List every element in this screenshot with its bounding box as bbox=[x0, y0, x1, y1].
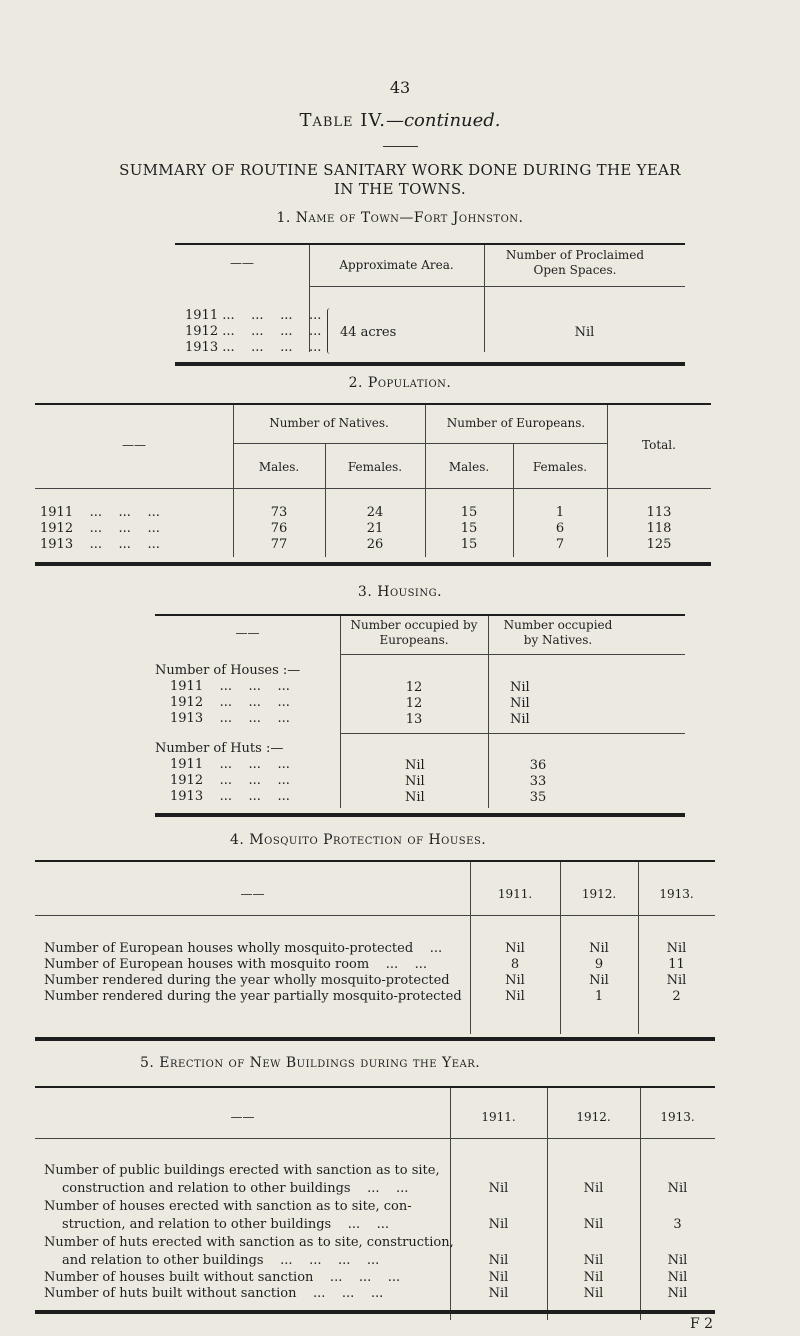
s1-rule-bottom bbox=[175, 362, 685, 366]
s4-val-1913: Nil bbox=[666, 941, 687, 956]
s2-year: 1913 ... ... ... bbox=[40, 537, 160, 552]
s3-house-eu: 13 bbox=[405, 712, 423, 727]
footer-mark: F 2 bbox=[690, 1316, 714, 1332]
s4-row-label: Number rendered during the year wholly mosquito-protected bbox=[44, 973, 450, 988]
main-heading-line2: IN THE TOWNS. bbox=[334, 180, 466, 198]
s5-rule-bottom bbox=[35, 1310, 715, 1314]
s5-val-1911: Nil bbox=[488, 1286, 509, 1301]
s3-header-europeans: Number occupied by Europeans. bbox=[350, 618, 478, 647]
page-number: 43 bbox=[389, 78, 411, 97]
s2-header-natives: Number of Natives. bbox=[269, 416, 389, 430]
s4-val-1913: 2 bbox=[672, 989, 681, 1004]
s4-rule-bottom bbox=[35, 1037, 715, 1041]
s3-header-natives: Number occupied by Natives. bbox=[503, 618, 613, 647]
s2-euro-males: 15 bbox=[460, 521, 478, 536]
s3-huts-label: Number of Huts :— bbox=[155, 741, 284, 756]
s1-header-open-spaces: Number of Proclaimed Open Spaces. bbox=[505, 248, 645, 277]
table-continued: —continued. bbox=[385, 110, 501, 131]
s3-house-eu: 12 bbox=[405, 696, 423, 711]
s5-val-1911: Nil bbox=[488, 1270, 509, 1285]
s2-rule-top bbox=[35, 403, 711, 405]
s3-rule-top bbox=[155, 614, 685, 616]
s4-header-1913: 1913. bbox=[659, 887, 694, 901]
s4-val-1913: Nil bbox=[666, 973, 687, 988]
s4-rule-top bbox=[35, 860, 715, 862]
s1-rule-top bbox=[175, 243, 685, 245]
s1-open-spaces-value: Nil bbox=[574, 325, 595, 340]
s5-val-1913: Nil bbox=[667, 1270, 688, 1285]
s3-hut-eu: Nil bbox=[405, 758, 425, 773]
s2-rule-bottom bbox=[35, 562, 711, 566]
s4-row-label: Number of European houses wholly mosquito-protected ... bbox=[44, 941, 443, 956]
s5-val-1912: Nil bbox=[583, 1181, 604, 1196]
section4-title-text: 4. Mosquito Protection of Houses. bbox=[230, 832, 487, 848]
s3-house-na: Nil bbox=[510, 696, 530, 711]
section3-title bbox=[0, 584, 800, 600]
s3-houses-label: Number of Houses :— bbox=[155, 663, 301, 678]
s4-val-1912: Nil bbox=[589, 973, 609, 988]
s2-native-males: 73 bbox=[270, 505, 288, 520]
section2-title bbox=[0, 375, 800, 391]
s3-hut-na: 36 bbox=[529, 758, 547, 773]
s4-row-label: Number rendered during the year partially mosquito-protected bbox=[44, 989, 462, 1004]
s4-val-1911: Nil bbox=[505, 973, 525, 988]
s2-euro-females: 7 bbox=[555, 537, 565, 552]
s2-total: 113 bbox=[646, 505, 672, 520]
s3-hut-year: 1911 ... ... ... bbox=[170, 757, 290, 772]
s2-native-females: 21 bbox=[366, 521, 384, 536]
section5-title bbox=[140, 1055, 480, 1071]
s2-group-rule bbox=[233, 443, 607, 444]
s5-row-line2: construction and relation to other buildings ... ... bbox=[62, 1181, 409, 1196]
s4-val-1911: Nil bbox=[505, 989, 525, 1004]
s3-hut-eu: Nil bbox=[405, 774, 425, 789]
s4-val-1912: 1 bbox=[594, 989, 604, 1004]
s4-val-1911: 8 bbox=[510, 957, 520, 972]
s2-total: 118 bbox=[646, 521, 672, 536]
s5-header-dash: —— bbox=[230, 1110, 255, 1124]
s3-rule-bottom bbox=[155, 813, 685, 817]
s1-brace bbox=[327, 308, 334, 354]
s5-row-line2: and relation to other buildings ... ... ... ... bbox=[62, 1253, 380, 1268]
s5-header-rule bbox=[35, 1138, 715, 1139]
s5-row-line1: Number of houses built without sanction ... ... ... bbox=[44, 1270, 401, 1285]
s5-val-1913: 3 bbox=[673, 1217, 682, 1232]
s5-row-line1: Number of huts erected with sanction as to site, construction, bbox=[44, 1235, 454, 1250]
s5-rule-top bbox=[35, 1086, 715, 1088]
s4-val-1912: 9 bbox=[594, 957, 604, 972]
s2-native-females: 24 bbox=[366, 505, 384, 520]
s4-val-1912: Nil bbox=[589, 941, 609, 956]
s5-val-1912: Nil bbox=[583, 1253, 604, 1268]
s3-mid-rule bbox=[340, 733, 685, 734]
s3-house-eu: 12 bbox=[405, 680, 423, 695]
s3-hut-na: 33 bbox=[529, 774, 547, 789]
s1-header-rule bbox=[309, 286, 685, 287]
s2-header-total: Total. bbox=[642, 438, 676, 452]
s2-header-native-females: Females. bbox=[347, 460, 403, 474]
s1-header-area: Approximate Area. bbox=[339, 258, 454, 272]
s2-euro-males: 15 bbox=[460, 505, 478, 520]
s3-hut-eu: Nil bbox=[405, 790, 425, 805]
s2-header-europeans: Number of Europeans. bbox=[446, 416, 586, 430]
s1-year-1911: 1911 ... ... ... ... bbox=[185, 308, 322, 323]
s2-euro-females: 6 bbox=[555, 521, 565, 536]
s5-val-1911: Nil bbox=[488, 1217, 509, 1232]
table-title-text: Table IV. bbox=[299, 110, 386, 131]
s2-euro-females: 1 bbox=[555, 505, 565, 520]
main-heading-line1: SUMMARY OF ROUTINE SANITARY WORK DONE DURING THE YEAR bbox=[119, 161, 681, 179]
s5-val-1913: Nil bbox=[667, 1181, 688, 1196]
s4-header-dash: —— bbox=[240, 887, 265, 901]
s3-house-year: 1913 ... ... ... bbox=[170, 711, 290, 726]
s4-row-label: Number of European houses with mosquito room ... ... bbox=[44, 957, 428, 972]
s5-val-1911: Nil bbox=[488, 1181, 509, 1196]
s2-header-euro-males: Males. bbox=[448, 460, 490, 474]
s5-row-line1: Number of houses erected with sanction as to site, con- bbox=[44, 1199, 412, 1214]
s3-house-year: 1911 ... ... ... bbox=[170, 679, 290, 694]
section5-title-text: 5. Erection of New Buildings during the Year. bbox=[140, 1055, 481, 1071]
s5-header-1911: 1911. bbox=[481, 1110, 516, 1124]
section1-title bbox=[0, 210, 800, 226]
s4-header-1912: 1912. bbox=[581, 887, 617, 901]
s3-header-dash: —— bbox=[235, 626, 260, 640]
s2-native-males: 76 bbox=[270, 521, 288, 536]
s5-val-1912: Nil bbox=[583, 1217, 604, 1232]
s4-val-1913: 11 bbox=[668, 957, 685, 972]
s4-header-1911: 1911. bbox=[497, 887, 533, 901]
title-underline bbox=[383, 146, 418, 147]
s5-val-1913: Nil bbox=[667, 1286, 688, 1301]
table-title bbox=[0, 110, 800, 131]
s5-header-1913: 1913. bbox=[660, 1110, 695, 1124]
s1-header-dash: —— bbox=[230, 256, 254, 270]
section2-title-text: 2. Population. bbox=[348, 375, 452, 391]
s1-area-value: 44 acres bbox=[340, 325, 397, 340]
s2-year: 1911 ... ... ... bbox=[40, 505, 160, 520]
s3-header-rule bbox=[340, 654, 685, 655]
section3-title-text: 3. Housing. bbox=[357, 584, 443, 600]
s4-val-1911: Nil bbox=[505, 941, 525, 956]
s2-total: 125 bbox=[646, 537, 672, 552]
s2-euro-males: 15 bbox=[460, 537, 478, 552]
s2-header-native-males: Males. bbox=[258, 460, 300, 474]
s4-header-rule bbox=[35, 915, 715, 916]
s5-row-line1: Number of public buildings erected with sanction as to site, bbox=[44, 1163, 440, 1178]
s3-hut-na: 35 bbox=[529, 790, 547, 805]
s5-val-1911: Nil bbox=[488, 1253, 509, 1268]
s2-header-rule bbox=[35, 488, 711, 489]
s2-year: 1912 ... ... ... bbox=[40, 521, 160, 536]
s5-row-line1: Number of huts built without sanction ... ... ... bbox=[44, 1286, 384, 1301]
section4-title bbox=[230, 832, 486, 848]
s1-year-1912: 1912 ... ... ... ... bbox=[185, 324, 322, 339]
section1-title-text: 1. Name of Town—Fort Johnston. bbox=[276, 210, 524, 226]
s1-year-1913: 1913 ... ... ... ... bbox=[185, 340, 322, 355]
s3-hut-year: 1912 ... ... ... bbox=[170, 773, 290, 788]
s2-native-females: 26 bbox=[366, 537, 384, 552]
s3-house-na: Nil bbox=[510, 680, 530, 695]
s2-native-males: 77 bbox=[270, 537, 288, 552]
s5-row-line2: struction, and relation to other buildings ... ... bbox=[62, 1217, 390, 1232]
s5-val-1912: Nil bbox=[583, 1270, 604, 1285]
s3-house-na: Nil bbox=[510, 712, 530, 727]
s2-header-euro-females: Females. bbox=[532, 460, 588, 474]
s5-header-1912: 1912. bbox=[576, 1110, 611, 1124]
s2-header-dash: —— bbox=[122, 438, 146, 452]
s5-val-1913: Nil bbox=[667, 1253, 688, 1268]
s5-val-1912: Nil bbox=[583, 1286, 604, 1301]
s3-hut-year: 1913 ... ... ... bbox=[170, 789, 290, 804]
s3-house-year: 1912 ... ... ... bbox=[170, 695, 290, 710]
